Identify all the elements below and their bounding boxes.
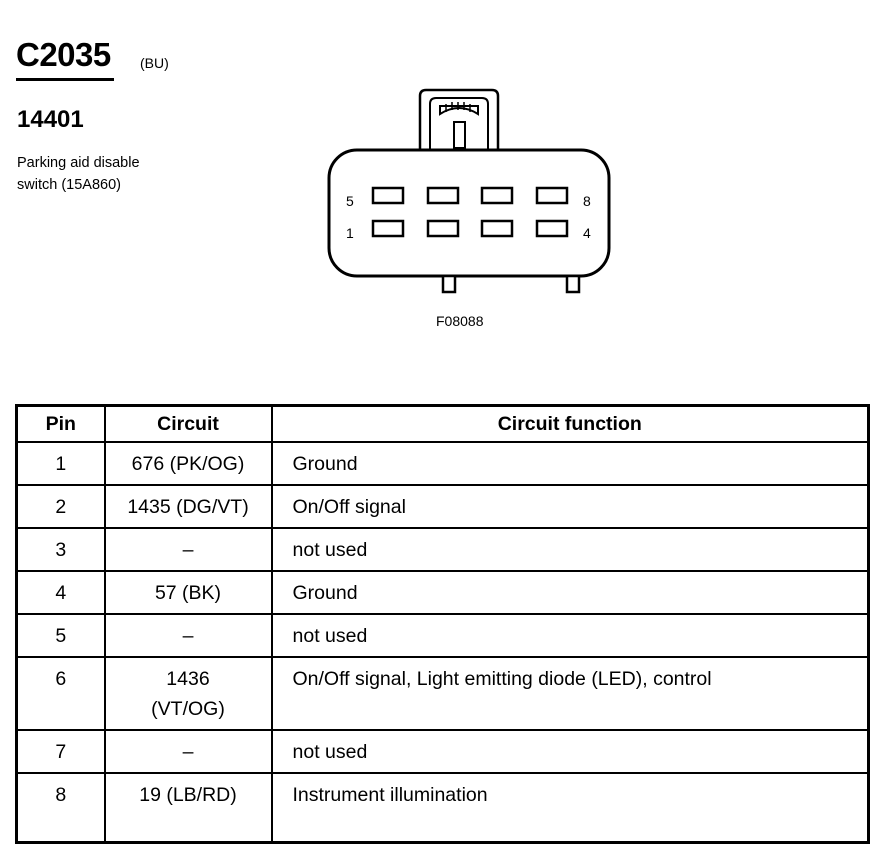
pin-cavity — [373, 221, 403, 236]
pin-label-5: 5 — [346, 193, 354, 209]
component-description-line-1: Parking aid disable — [17, 155, 140, 171]
circuit-cell: 19 (LB/RD) — [105, 773, 272, 843]
function-cell: not used — [272, 730, 869, 773]
table-row — [17, 442, 869, 485]
pin-table — [15, 404, 870, 844]
column-header-circuit-function: Circuit function — [272, 406, 869, 443]
pin-label-1: 1 — [346, 225, 354, 241]
circuit-cell — [105, 657, 272, 730]
table-row — [17, 571, 869, 614]
pin-cavity — [482, 188, 512, 203]
part-number: 14401 — [17, 106, 84, 133]
connector-color: (BU) — [140, 55, 169, 71]
function-cell: not used — [272, 528, 869, 571]
pin-label-8: 8 — [583, 193, 591, 209]
circuit-cell: 676 (PK/OG) — [105, 442, 272, 485]
component-description-line-2: switch (15A860) — [17, 177, 121, 193]
table-row — [17, 730, 869, 773]
pin-cell: 1 — [17, 442, 105, 485]
pin-cavity — [482, 221, 512, 236]
circuit-cell: – — [105, 528, 272, 571]
circuit-cell: 1435 (DG/VT) — [105, 485, 272, 528]
table-row — [17, 485, 869, 528]
pin-cell: 7 — [17, 730, 105, 773]
table-row — [17, 657, 869, 730]
pin-cavity — [428, 221, 458, 236]
connector-body — [329, 150, 609, 276]
locking-tab — [420, 90, 498, 150]
function-cell: Ground — [272, 571, 869, 614]
function-cell: On/Off signal — [272, 485, 869, 528]
pin-cavity — [373, 188, 403, 203]
pin-cavity — [537, 188, 567, 203]
table-header-row — [17, 406, 869, 443]
circuit-line-2: (VT/OG) — [151, 698, 225, 720]
connector-face-diagram — [320, 86, 620, 301]
column-header-pin: Pin — [17, 406, 105, 443]
pin-cell: 3 — [17, 528, 105, 571]
column-header-circuit: Circuit — [105, 406, 272, 443]
pin-cell: 2 — [17, 485, 105, 528]
circuit-cell: – — [105, 614, 272, 657]
pin-cell: 4 — [17, 571, 105, 614]
mounting-feet — [443, 276, 579, 292]
pin-cavity — [537, 221, 567, 236]
figure-id: F08088 — [436, 313, 484, 329]
function-cell: On/Off signal, Light emitting diode (LED), control — [272, 657, 869, 730]
circuit-line-1: 1436 — [166, 668, 210, 690]
table-row — [17, 614, 869, 657]
circuit-cell: 57 (BK) — [105, 571, 272, 614]
pin-cell: 6 — [17, 657, 105, 730]
function-cell: Instrument illumination — [272, 773, 869, 843]
connector-id-underline — [16, 78, 114, 81]
connector-id: C2035 — [16, 36, 111, 73]
function-cell: Ground — [272, 442, 869, 485]
pin-cell: 5 — [17, 614, 105, 657]
function-cell: not used — [272, 614, 869, 657]
circuit-cell: – — [105, 730, 272, 773]
table-row — [17, 773, 869, 843]
table-row — [17, 528, 869, 571]
pin-cell: 8 — [17, 773, 105, 843]
pin-cavity — [428, 188, 458, 203]
pin-label-4: 4 — [583, 225, 591, 241]
